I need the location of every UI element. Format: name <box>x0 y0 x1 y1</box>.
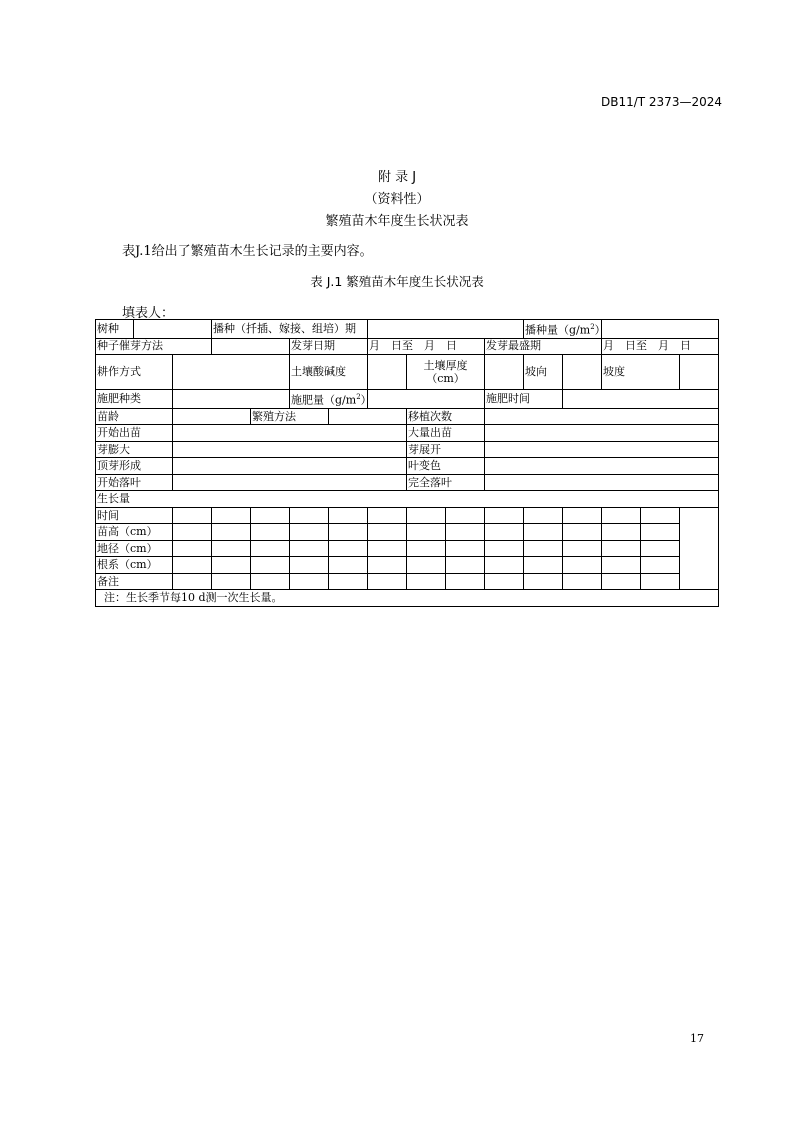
table-row <box>96 507 719 524</box>
label-cell: 施肥时间 <box>485 390 563 409</box>
filler-label: 填表人： <box>122 306 175 321</box>
label-cell: 发芽最盛期 <box>485 338 602 355</box>
label-cell: 芽展开 <box>407 441 485 458</box>
date-range-cell: 月 日至 月 日 <box>368 338 485 355</box>
annex-name: 繁殖苗木年度生长状况表 <box>325 214 469 229</box>
label-cell: 移植次数 <box>407 408 485 425</box>
table-title: 表 J.1 繁殖苗木年度生长状况表 <box>310 274 484 289</box>
label-cell: 土壤厚度（cm） <box>407 355 485 390</box>
value-cell <box>602 320 719 339</box>
value-cell <box>173 425 407 442</box>
value-cell <box>485 355 524 390</box>
table-row <box>96 524 719 541</box>
label-cell: 完全落叶 <box>407 474 485 491</box>
table-row <box>96 557 719 574</box>
label-cell: 时间 <box>96 507 173 524</box>
label-cell: 土壤酸碱度 <box>290 355 368 390</box>
table-row <box>96 441 719 458</box>
page-number: 17 <box>690 1032 704 1045</box>
label-cell: 种子催芽方法 <box>96 338 212 355</box>
value-cell <box>212 338 290 355</box>
label-cell: 地径（cm） <box>96 540 173 557</box>
annex-title: 附 录 J <box>377 170 417 185</box>
growth-record-table <box>95 319 719 607</box>
table-row <box>96 425 719 442</box>
value-cell <box>485 441 719 458</box>
value-cell <box>329 408 407 425</box>
annex-type: （资料性） <box>364 192 430 207</box>
table-row <box>96 355 719 390</box>
value-cell <box>563 355 602 390</box>
label-cell: 苗龄 <box>96 408 173 425</box>
table-row <box>96 474 719 491</box>
value-cell <box>134 320 212 339</box>
value-cell <box>368 390 485 409</box>
label-cell: 播种（扦插、嫁接、组培）期 <box>212 320 368 339</box>
label-cell: 繁殖方法 <box>251 408 329 425</box>
table-row <box>96 320 719 339</box>
table-row <box>96 408 719 425</box>
value-cell <box>563 390 719 409</box>
label-cell: 发芽日期 <box>290 338 368 355</box>
label-cell: 备注 <box>96 573 173 590</box>
label-cell: 顶芽形成 <box>96 458 173 475</box>
value-cell <box>173 355 290 390</box>
intro-text: 表J.1给出了繁殖苗木生长记录的主要内容。 <box>122 244 373 259</box>
table-note-row <box>96 590 719 607</box>
table-row <box>96 540 719 557</box>
value-cell <box>368 355 407 390</box>
value-cell <box>485 474 719 491</box>
label-cell: 耕作方式 <box>96 355 173 390</box>
table-note: 注：生长季节每10 d测一次生长量。 <box>96 590 719 607</box>
table-row <box>96 458 719 475</box>
label-cell: 苗高（cm） <box>96 524 173 541</box>
label-cell: 根系（cm） <box>96 557 173 574</box>
table-row <box>96 491 719 508</box>
value-cell <box>173 458 407 475</box>
value-cell <box>485 408 719 425</box>
label-cell: 芽膨大 <box>96 441 173 458</box>
table-row <box>96 338 719 355</box>
value-cell <box>485 458 719 475</box>
label-cell: 开始落叶 <box>96 474 173 491</box>
label-cell: 坡向 <box>524 355 563 390</box>
standard-code: DB11/T 2373—2024 <box>600 95 722 109</box>
table-row <box>96 573 719 590</box>
value-cell <box>173 441 407 458</box>
value-cell <box>173 408 251 425</box>
value-cell <box>173 390 290 409</box>
value-cell <box>680 355 719 390</box>
label-cell: 叶变色 <box>407 458 485 475</box>
value-cell <box>368 320 524 339</box>
label-cell: 施肥种类 <box>96 390 173 409</box>
label-cell: 开始出苗 <box>96 425 173 442</box>
value-cell <box>173 474 407 491</box>
section-label-cell: 生长量 <box>96 491 719 508</box>
value-cell <box>485 425 719 442</box>
label-cell: 施肥量$(g/m^2)$ <box>290 390 368 409</box>
label-cell: 大量出苗 <box>407 425 485 442</box>
label-cell: 坡度 <box>602 355 680 390</box>
label-cell: 播种量$(g/m^2)$ <box>524 320 602 339</box>
label-cell: 树种 <box>96 320 134 339</box>
table-row <box>96 390 719 409</box>
date-range-cell: 月 日至 月 日 <box>602 338 719 355</box>
